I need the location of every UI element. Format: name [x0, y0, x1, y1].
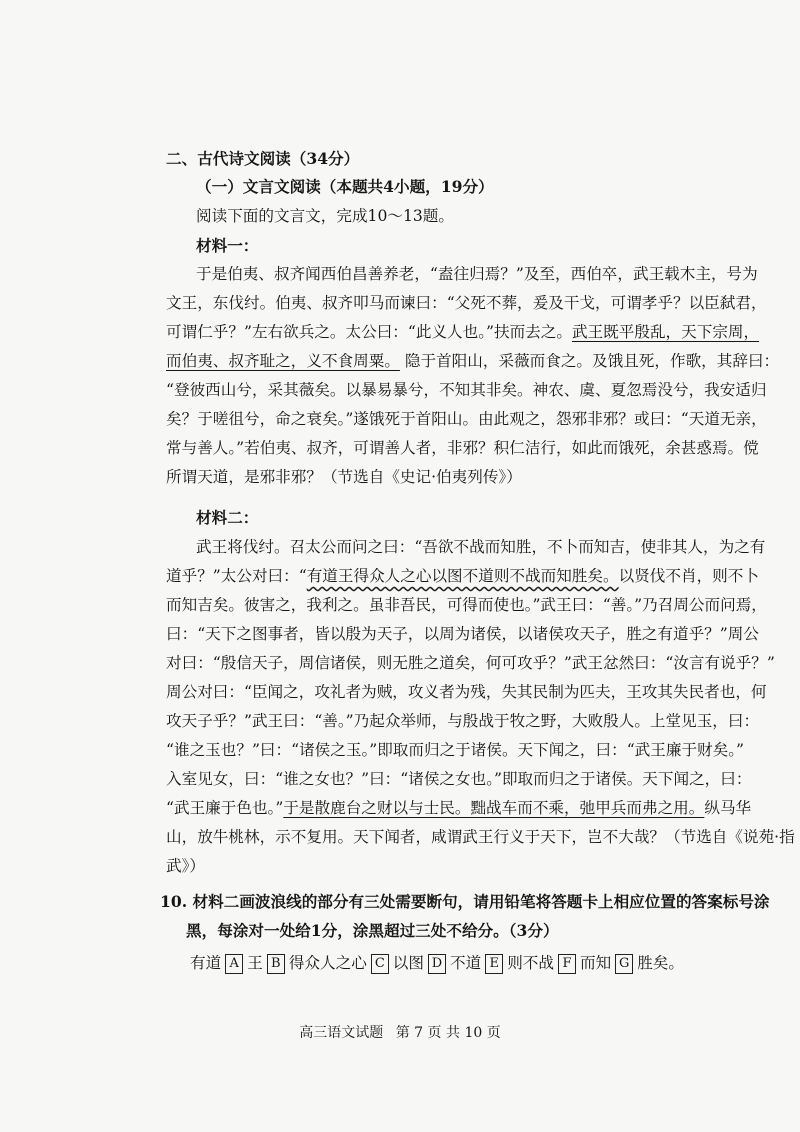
material2-line: 而知吉矣。彼害之，我利之。虽非吾民，可得而使也。”武王曰：“善。”乃召周公而问焉，	[166, 596, 767, 614]
material2-text: 山，放牛桃林，示不复用。天下闻者，咸谓武王行义于天下，岂不大哉？	[166, 828, 666, 846]
footer-title: 高三语文试题	[299, 1025, 384, 1041]
question-10-prompt: 黑，每涂对一处给1分，涂黑超过三处不给分。（3分）	[186, 921, 559, 940]
material1-underlined-text: 而伯夷、叔齐耻之，义不食周粟。	[166, 352, 400, 370]
material2-line: 曰：“天下之图事者，皆以殷为天子，以周为诸侯，以诸侯攻天子，胜之有道乎？”周公	[166, 625, 759, 643]
answer-marker-box[interactable]: A	[225, 954, 243, 974]
material1-label: 材料一：	[196, 236, 259, 255]
footer-page-info: 第 7 页 共 10 页	[395, 1025, 501, 1041]
material2-line: 周公对曰：“臣闻之，攻礼者为贼，攻义者为残，失其民制为匹夫，王攻其失民者也，何	[166, 683, 767, 701]
material1-underlined-text: 武王既平殷乱，天下宗周，	[571, 323, 760, 341]
material2-line	[166, 565, 759, 587]
material1-line	[166, 350, 780, 372]
answer-segment: 胜矣。	[637, 954, 684, 972]
material1-line: 于是伯夷、叔齐闻西伯昌善养老，“盍往归焉？”及至，西伯卒，武王载木主，号为	[196, 265, 758, 283]
answer-marker-box[interactable]: C	[371, 954, 389, 974]
material2-line: 武王将伐纣。召太公而问之曰：“吾欲不战而知胜，不卜而知吉，使非其人，为之有	[196, 538, 766, 556]
answer-marker-box[interactable]: F	[558, 954, 576, 974]
answer-marker-box[interactable]: D	[428, 954, 446, 974]
material2-text: 道乎？”太公对曰：“	[166, 567, 307, 585]
subsection-title: （一）文言文阅读（本题共4小题，19分）	[196, 177, 494, 196]
answer-segment: 则不战	[507, 954, 554, 972]
material2-line	[166, 826, 795, 848]
answer-marker-box[interactable]: B	[267, 954, 285, 974]
material1-line: 文王，东伐纣。伯夷、叔齐叩马而谏曰：“父死不葬，爰及干戈，可谓孝乎？以臣弑君，	[166, 294, 767, 312]
material2-line: 攻天子乎？”武王曰：“善。”乃起众举师，与殷战于牧之野，大败殷人。上堂见玉，曰：	[166, 712, 760, 730]
material2-line: 武》）	[166, 857, 205, 875]
answer-segment: 不道	[450, 954, 482, 972]
answer-segment: 有道	[190, 954, 222, 972]
material2-line: 入室见女，曰：“谁之女也？”曰：“诸侯之女也。”即取而归之于诸侯。天下闻之，曰：	[166, 770, 752, 788]
material2-underlined-text: 于是散鹿台之财以与士民。黜战车而不乘，弛甲兵而弗之用。	[283, 799, 705, 817]
material2-text: “武王廉于色也。”	[166, 799, 284, 817]
question-10-prompt: 10. 材料二画波浪线的部分有三处需要断句，请用铅笔将答题卡上相应位置的答案标号涂	[160, 892, 770, 911]
material1-text: 可谓仁乎？”左右欲兵之。太公曰：“此义人也。”扶而去之。	[166, 323, 572, 341]
answer-segment: 以图	[392, 954, 424, 972]
instruction: 阅读下面的文言文，完成10～13题。	[196, 207, 454, 225]
material2-line: “谁之玉也？”曰：“诸侯之玉。”即取而归之于诸侯。天下闻之，曰：“武王廉于财矣。”	[166, 741, 745, 759]
material2-source: （节选自《说苑·指	[665, 828, 795, 846]
answer-segment: 王	[247, 954, 263, 972]
material2-line: 对曰：“殷信天子，周信诸侯，则无胜之道矣，何可攻乎？”武王忿然曰：“汝言有说乎？”	[166, 654, 775, 672]
material1-line	[166, 321, 760, 343]
section-title: 二、古代诗文阅读（34分）	[166, 149, 360, 168]
answer-marker-box[interactable]: G	[615, 954, 633, 974]
page-footer	[0, 1022, 800, 1042]
material1-line: 所谓天道，是邪非邪？（节选自《史记·伯夷列传》）	[166, 468, 522, 486]
material1-line: 矣？于嗟徂兮，命之衰矣。”遂饿死于首阳山。由此观之，怨邪非邪？或曰：“天道无亲，	[166, 410, 767, 428]
answer-marker-box[interactable]: E	[485, 954, 503, 974]
answer-segment: 得众人之心	[288, 954, 367, 972]
wavy-underlined-passage: 有道王得众人之心以图不道则不战而知胜矣。	[306, 567, 619, 585]
material2-line	[166, 797, 752, 819]
material1-line: “登彼西山兮，采其薇矣。以暴易暴兮，不知其非矣。神农、虞、夏忽焉没兮，我安适归	[166, 381, 767, 399]
material1-line: 常与善人。”若伯夷、叔齐，可谓善人者，非邪？积仁洁行，如此而饿死，余甚惑焉。傥	[166, 439, 759, 457]
answer-segment: 而知	[580, 954, 612, 972]
question-10-answer-line	[190, 952, 730, 974]
material2-label: 材料二：	[196, 508, 259, 527]
material2-text: 以贤伐不肖，则不卜	[618, 567, 759, 585]
material1-text: 隐于首阳山，采薇而食之。及饿且死，作歌，其辞曰：	[404, 352, 780, 370]
material2-text: 纵马华	[704, 799, 752, 817]
